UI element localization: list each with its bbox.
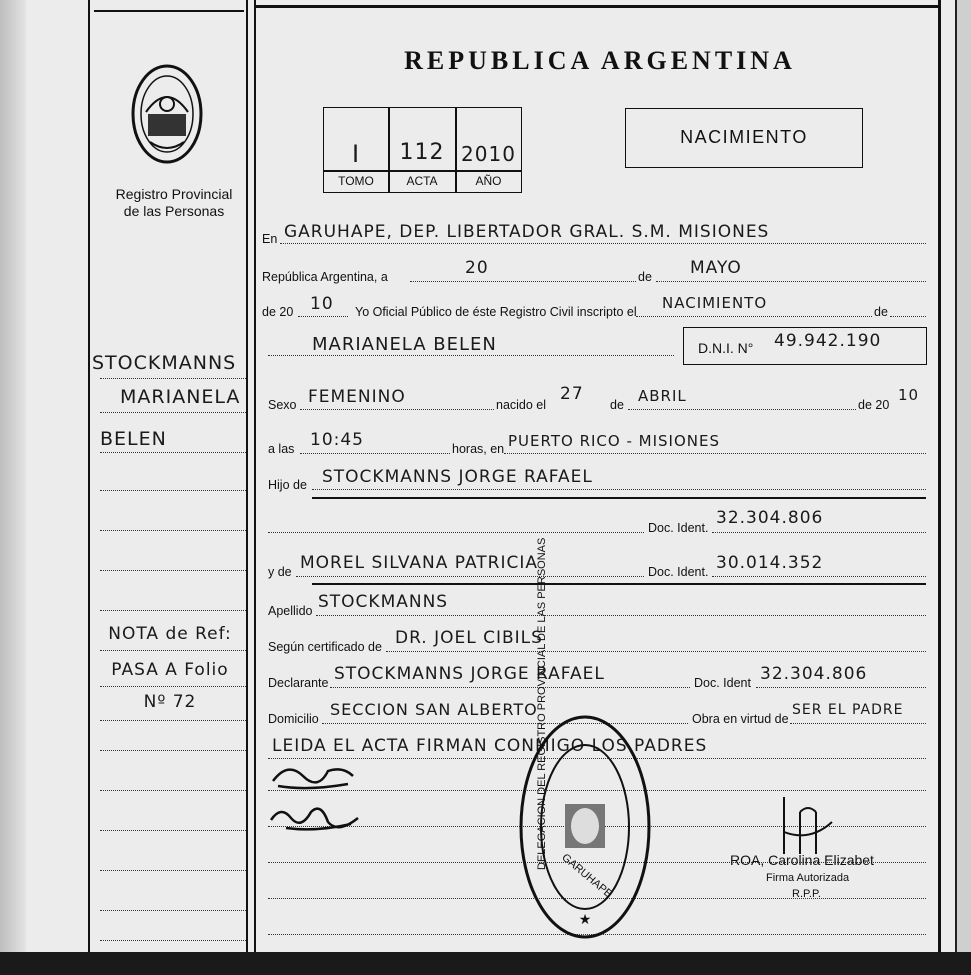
- doc-ident-label-3: Doc. Ident: [694, 676, 751, 690]
- form-line: [636, 316, 872, 317]
- dni-label: D.N.I. N°: [698, 340, 754, 356]
- top-rule-main: [256, 5, 938, 8]
- dni-box: [683, 327, 927, 365]
- form-line: [298, 316, 348, 317]
- father-name: STOCKMANNS JORGE RAFAEL: [322, 467, 593, 487]
- stamp-text: DELEGACION DEL REGISTRO PROVINCIAL DE LAS PERSONAS: [536, 537, 548, 870]
- provincial-seal: [130, 62, 204, 168]
- left-column-divider: [246, 0, 248, 952]
- day-value: 20: [465, 258, 489, 278]
- form-line: [410, 281, 636, 282]
- sidebar-line: [100, 650, 246, 651]
- doc-ident-label: Doc. Ident.: [648, 521, 709, 535]
- declarante-value: STOCKMANNS JORGE RAFAEL: [334, 664, 605, 684]
- officer-name: ROA, Carolina Elizabet: [730, 852, 874, 868]
- sidebar-note-2: PASA A Folio: [111, 660, 229, 680]
- de-label: de: [638, 270, 652, 284]
- inscripto-value: NACIMIENTO: [662, 294, 768, 312]
- signature-mother: [268, 756, 358, 796]
- sexo-label: Sexo: [268, 398, 297, 412]
- sidebar-line: [100, 452, 246, 453]
- sidebar-line: [100, 530, 246, 531]
- birth-time: 10:45: [310, 430, 364, 450]
- year-value: 10: [310, 294, 334, 314]
- republica-label: República Argentina, a: [262, 270, 388, 284]
- doc-ident-label-2: Doc. Ident.: [648, 565, 709, 579]
- stamp-place: GARUHAPE: [559, 851, 615, 901]
- sidebar-line: [100, 686, 246, 687]
- horas-label: horas, en: [452, 442, 505, 456]
- provincial-seal-icon: [130, 62, 204, 168]
- sidebar-line: [100, 570, 246, 571]
- child-name: MARIANELA BELEN: [312, 334, 497, 355]
- birth-place: PUERTO RICO - MISIONES: [508, 432, 720, 450]
- sidebar-middlename: BELEN: [100, 428, 167, 450]
- form-line: [504, 453, 926, 454]
- yde-label: y de: [268, 565, 292, 579]
- en-label: En: [262, 232, 278, 246]
- father-doc: 32.304.806: [716, 508, 824, 528]
- form-line: [656, 281, 926, 282]
- form-line: [628, 409, 856, 410]
- tomo-value: I: [351, 140, 361, 168]
- apellido-value: STOCKMANNS: [318, 592, 449, 612]
- mother-name: MOREL SILVANA PATRICIA: [300, 553, 539, 573]
- form-line: [790, 723, 926, 724]
- form-line: [300, 409, 494, 410]
- officer-title: Firma Autorizada: [766, 872, 850, 884]
- sidebar-line: [100, 378, 246, 379]
- oficial-text: Yo Oficial Público de éste Registro Civil inscripto el: [355, 305, 637, 319]
- sidebar-line: [100, 750, 246, 751]
- document-type-box: [625, 108, 863, 168]
- hijo-label: Hijo de: [268, 478, 307, 492]
- sidebar-firstname: MARIANELA: [120, 386, 241, 408]
- form-line: [296, 576, 644, 577]
- form-line: [316, 615, 926, 616]
- anio-label: AÑO: [475, 174, 502, 188]
- declarante-label: Declarante: [268, 676, 329, 690]
- obra-value: SER EL PADRE: [792, 702, 904, 718]
- alas-label: a las: [268, 442, 295, 456]
- page-shadow: [0, 952, 971, 975]
- sidebar-line: [100, 910, 246, 911]
- officer-org: R.P.P.: [792, 888, 821, 900]
- sidebar-line: [100, 490, 246, 491]
- acta-value: 112: [399, 140, 445, 165]
- sidebar-note-3: Nº 72: [143, 692, 197, 712]
- birth-month: ABRIL: [638, 387, 687, 405]
- sidebar-line: [100, 720, 246, 721]
- country-title: REPUBLICA ARGENTINA: [404, 46, 796, 75]
- top-rule-left: [94, 10, 244, 12]
- document-type: NACIMIENTO: [680, 127, 808, 147]
- parents-rule: [312, 497, 926, 499]
- form-line: [756, 687, 926, 688]
- main-border-right: [938, 0, 941, 952]
- nacido-label: nacido el: [496, 398, 547, 412]
- signature-father: [266, 800, 366, 844]
- record-number-box: [323, 107, 522, 193]
- svg-text:★: ★: [578, 911, 592, 927]
- form-line: [890, 316, 926, 317]
- anio-value: 2010: [461, 142, 516, 166]
- closing-text: LEIDA EL ACTA FIRMAN CONMIGO LOS PADRES: [272, 736, 708, 756]
- registry-name: Registro Provincial de las Personas: [115, 186, 233, 219]
- sidebar-line: [100, 870, 246, 871]
- domicilio-label: Domicilio: [268, 712, 319, 726]
- form-line: [386, 651, 926, 652]
- form-line: [312, 489, 926, 490]
- form-line: [712, 576, 926, 577]
- acta-label: ACTA: [406, 174, 438, 188]
- binding-edge: [0, 0, 26, 975]
- declarante-doc: 32.304.806: [760, 664, 868, 684]
- page-edge: [955, 0, 971, 952]
- sidebar-note-1: NOTA de Ref:: [108, 624, 232, 644]
- form-line: [330, 687, 690, 688]
- form-line: [712, 532, 926, 533]
- year-prefix-label: de 20: [262, 305, 294, 319]
- birth-year: 10: [898, 386, 920, 404]
- month-value: MAYO: [690, 258, 742, 278]
- sidebar-line: [100, 830, 246, 831]
- sidebar-line: [100, 610, 246, 611]
- dni-value: 49.942.190: [774, 331, 882, 351]
- birth-day: 27: [560, 384, 584, 404]
- form-line: [268, 532, 644, 533]
- apellido-label: Apellido: [268, 604, 313, 618]
- sidebar-surname: STOCKMANNS: [92, 352, 237, 374]
- sexo-value: FEMENINO: [308, 387, 406, 407]
- de-label-2: de: [874, 305, 888, 319]
- obra-label: Obra en virtud de: [692, 712, 789, 726]
- de20-label: de 20: [858, 398, 890, 412]
- certificado-label: Según certificado de: [268, 640, 382, 654]
- form-line: [268, 355, 674, 356]
- parents-rule-bottom: [312, 583, 926, 585]
- de-label-3: de: [610, 398, 624, 412]
- sidebar-line: [100, 412, 246, 413]
- sidebar-line: [100, 790, 246, 791]
- domicilio-value: SECCION SAN ALBERTO: [330, 700, 538, 719]
- tomo-label: TOMO: [338, 174, 374, 188]
- form-line: [280, 243, 926, 244]
- left-column-rule: [88, 0, 90, 952]
- sidebar-line: [100, 940, 246, 941]
- main-border-left: [254, 0, 256, 952]
- certificado-value: DR. JOEL CIBILS: [395, 628, 543, 648]
- form-line: [300, 453, 450, 454]
- place-value: GARUHAPE, DEP. LIBERTADOR GRAL. S.M. MISIONES: [284, 222, 770, 242]
- mother-doc: 30.014.352: [716, 553, 824, 573]
